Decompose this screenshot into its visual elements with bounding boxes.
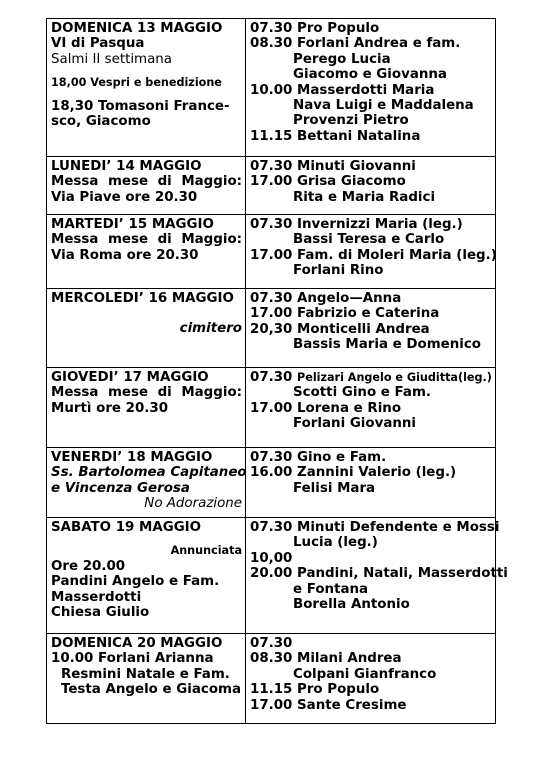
intention: 07.30 Angelo—Anna (250, 291, 402, 306)
intentions-cell (246, 368, 496, 448)
schedule-row (47, 215, 496, 289)
intentions-cell (246, 448, 496, 518)
intention: 17.00 Fam. di Moleri Maria (leg.) (250, 247, 497, 263)
intention: 17.00 Lorena e Rino (250, 400, 402, 416)
schedule-row (47, 19, 496, 157)
intention: 07.30 Pro Populo (250, 21, 380, 36)
day-title: LUNEDI’ 14 MAGGIO (51, 159, 202, 174)
day-note: Messa mese di Maggio: (51, 174, 242, 190)
intention: 07.30 Gino e Fam. (250, 450, 387, 465)
intention: Forlani Rino (293, 263, 384, 279)
day-cell (47, 518, 246, 634)
intention: 08.30 Forlani Andrea e fam. (250, 36, 461, 52)
day-cell (47, 634, 246, 724)
intention-names: Pelizari Angelo e Giuditta(leg.) (297, 371, 492, 384)
intention: 20.00 Pandini, Natali, Masserdotti (250, 566, 508, 582)
mass-schedule-table (46, 18, 508, 724)
day-note: Murtì ore 20.30 (51, 400, 169, 416)
intention: Borella Antonio (293, 597, 410, 613)
day-note: No Adorazione (144, 496, 242, 512)
day-note: 18,00 Vespri e benedizione (51, 76, 222, 90)
schedule-row (47, 157, 496, 215)
day-note: Ss. Bartolomea Capitaneo (51, 465, 247, 481)
schedule-row (47, 368, 496, 448)
intention: 10.00 Masserdotti Maria (250, 82, 435, 98)
intention: 08.30 Milani Andrea (250, 651, 402, 667)
intention: 07.30 Minuti Defendente e Mossi (250, 520, 500, 535)
day-title: DOMENICA 20 MAGGIO (51, 636, 223, 651)
intentions-cell (246, 289, 496, 368)
intention: Scotti Gino e Fam. (293, 385, 431, 401)
intentions-cell (246, 518, 508, 634)
day-note: Salmi II settimana (51, 51, 172, 67)
day-note: sco, Giacomo (51, 114, 151, 130)
day-note: Messa mese di Maggio: (51, 385, 242, 401)
intention: Nava Luigi e Maddalena (293, 98, 474, 114)
schedule-row (47, 518, 496, 634)
day-cell (47, 19, 246, 157)
day-note: Messa mese di Maggio: (51, 232, 242, 248)
intention: Provenzi Pietro (293, 113, 409, 129)
day-title: MERCOLEDI’ 16 MAGGIO (51, 291, 234, 306)
day-cell (47, 215, 246, 289)
intention: Felisi Mara (293, 480, 376, 496)
day-note: Ore 20.00 (51, 558, 126, 574)
day-note: Via Roma ore 20.30 (51, 247, 199, 263)
schedule-row (47, 448, 496, 518)
intention: 17.00 Fabrizio e Caterina (250, 306, 440, 322)
day-note: Testa Angelo e Giacoma (61, 682, 242, 698)
intention: Lucia (leg.) (293, 535, 378, 551)
intention: Bassi Teresa e Carlo (293, 232, 445, 248)
day-note: Via Piave ore 20.30 (51, 189, 198, 205)
intention: 20,30 Monticelli Andrea (250, 321, 430, 337)
day-cell (47, 368, 246, 448)
day-title: SABATO 19 MAGGIO (51, 520, 202, 535)
day-note: VI di Pasqua (51, 36, 145, 52)
intention: Perego Lucia (293, 51, 391, 67)
schedule-row (47, 289, 496, 368)
intention: e Fontana (293, 581, 369, 597)
day-note: Resmini Natale e Fam. (61, 666, 230, 682)
day-note: cimitero (179, 321, 242, 337)
day-note: Annunciata (170, 544, 242, 558)
intention: Forlani Giovanni (293, 416, 417, 432)
day-cell (47, 157, 246, 215)
day-note: Masserdotti (51, 589, 142, 605)
day-note: Pandini Angelo e Fam. (51, 574, 220, 590)
intentions-cell (246, 19, 496, 157)
day-cell (47, 448, 246, 518)
intention-time: 07.30 (250, 370, 293, 385)
intentions-cell (246, 157, 496, 215)
intention: 16.00 Zannini Valerio (leg.) (250, 465, 457, 481)
intention: 11.15 Pro Populo (250, 682, 380, 698)
day-note: Chiesa Giulio (51, 605, 150, 621)
day-note: 10.00 Forlani Arianna (51, 651, 214, 667)
intention: 10,00 (250, 550, 293, 566)
day-title: MARTEDI’ 15 MAGGIO (51, 217, 214, 232)
intention: 07.30 (250, 636, 293, 651)
intention: 07.30 Invernizzi Maria (leg.) (250, 217, 463, 232)
day-title: DOMENICA 13 MAGGIO (51, 21, 223, 36)
intentions-cell (246, 215, 496, 289)
intention: 07.30 Minuti Giovanni (250, 159, 416, 174)
intention: 17.00 Grisa Giacomo (250, 174, 406, 190)
schedule-row (47, 634, 496, 724)
day-note: 18,30 Tomasoni France- (51, 98, 230, 114)
day-title: GIOVEDI’ 17 MAGGIO (51, 370, 209, 385)
intention: 11.15 Bettani Natalina (250, 128, 421, 144)
intentions-cell (246, 634, 496, 724)
intention: 17.00 Sante Cresime (250, 697, 407, 713)
intention: Rita e Maria Radici (293, 189, 436, 205)
intention: Bassis Maria e Domenico (293, 337, 482, 353)
intention: Giacomo e Giovanna (293, 67, 447, 83)
day-note: e Vincenza Gerosa (51, 480, 190, 496)
day-cell (47, 289, 246, 368)
day-title: VENERDI’ 18 MAGGIO (51, 450, 213, 465)
intention (250, 370, 492, 385)
intention: Colpani Gianfranco (293, 666, 437, 682)
